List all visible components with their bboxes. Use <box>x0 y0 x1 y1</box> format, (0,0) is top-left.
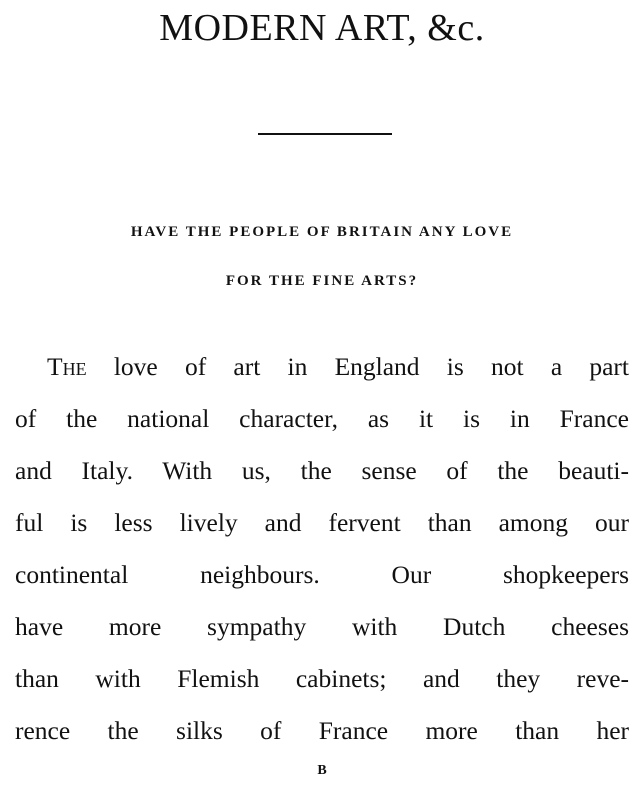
text-line: and Italy. With us, the sense of the beauti- <box>15 456 629 485</box>
text-line: ful is less lively and fervent than among our <box>15 508 629 537</box>
text-line: have more sympathy with Dutch cheeses <box>15 612 629 641</box>
page-title: MODERN ART, &c. <box>159 7 485 49</box>
text-line: of the national character, as it is in France <box>15 404 629 433</box>
text-line: continental neighbours. Our shopkeepers <box>15 560 629 589</box>
chapter-heading-line-1: HAVE THE PEOPLE OF BRITAIN ANY LOVE <box>130 224 514 240</box>
chapter-heading-line-2: FOR THE FINE ARTS? <box>225 273 419 289</box>
title-divider-rule <box>258 133 392 135</box>
body-paragraph <box>15 341 629 757</box>
signature-mark: B <box>317 763 327 778</box>
text-line: than with Flemish cabinets; and they reve- <box>15 664 629 693</box>
text-line: rence the silks of France more than her <box>15 716 629 745</box>
drop-word: The <box>47 352 87 381</box>
text-line: The love of art in England is not a part <box>47 352 629 381</box>
